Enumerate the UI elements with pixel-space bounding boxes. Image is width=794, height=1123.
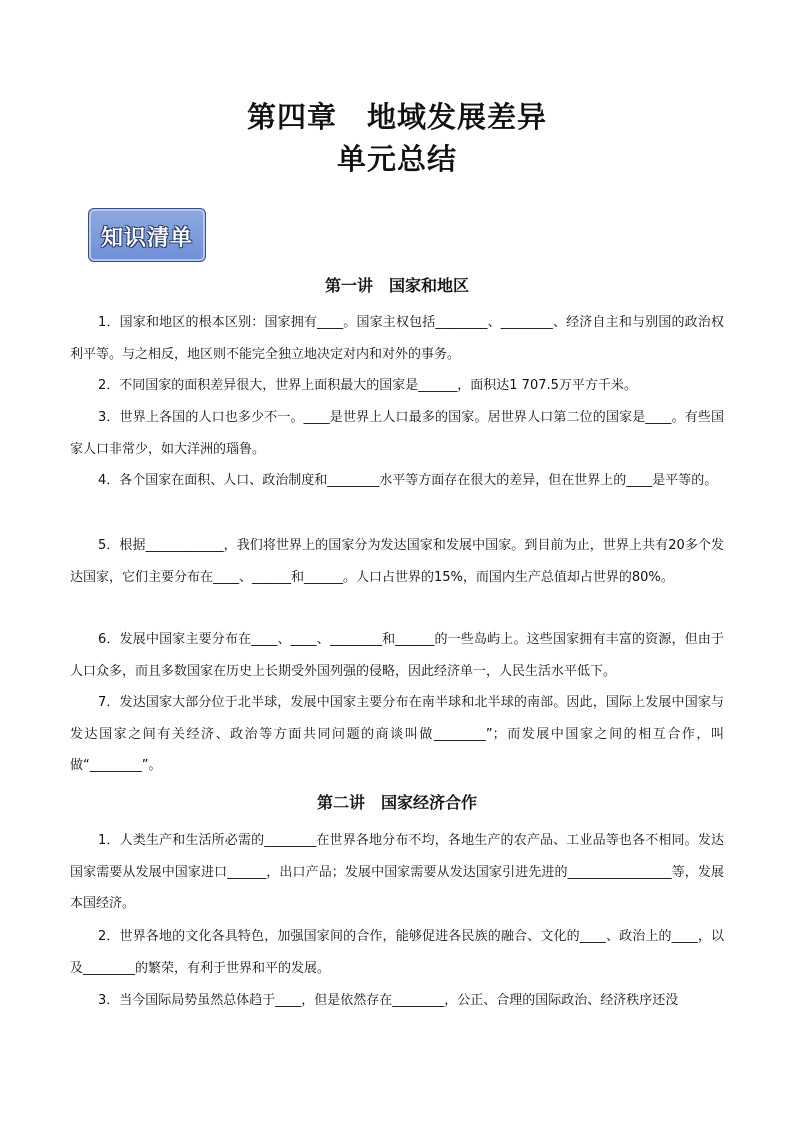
paragraph: 7．发达国家大部分位于北半球，发展中国家主要分布在南半球和北半球的南部。因此，国际上发展中国家与发达国家之间有关经济、政治等方面共同问题的商谈叫做________”；而发展中国家之间的相互合作，叫做“________”。: [70, 695, 724, 773]
paragraph: 3．当今国际局势虽然总体趋于____，但是依然存在________，公正、合理的国际政治、经济秩序还没: [98, 993, 679, 1008]
paragraph: 2．世界各地的文化各具特色，加强国家间的合作，能够促进各民族的融合、文化的____、政治上的____，以及________的繁荣，有利于世界和平的发展。: [70, 929, 724, 976]
section-heading-2: 第二讲 国家经济合作: [316, 793, 477, 812]
knowledge-list-badge: [88, 208, 206, 262]
section-heading-1: 第一讲 国家和地区: [324, 276, 469, 295]
chapter-subtitle: 单元总结: [336, 142, 457, 176]
paragraph: 1．国家和地区的根本区别：国家拥有____。国家主权包括________、________、经济自主和与别国的政治权利平等。与之相反，地区则不能完全独立地决定对内和对外的事务。: [70, 315, 724, 362]
chapter-title: 第四章 地域发展差异: [246, 100, 547, 134]
paragraph: 3．世界上各国的人口也多少不一。____是世界上人口最多的国家。居世界人口第二位的国家是____。有些国家人口非常少，如大洋洲的瑙鲁。: [70, 410, 724, 457]
paragraph: 4．各个国家在面积、人口、政治制度和________水平等方面存在很大的差异，但在世界上的____是平等的。: [98, 473, 718, 488]
paragraph: 6．发展中国家主要分布在____、____、________和______的一些岛屿上。这些国家拥有丰富的资源，但由于人口众多，而且多数国家在历史上长期受外国列强的侵略，因此经济单一，人民生活水平低下。: [70, 632, 724, 679]
paragraph: 5．根据____________，我们将世界上的国家分为发达国家和发展中国家。到目前为止，世界上共有20多个发达国家，它们主要分布在____、______和______。人口占世界的15%，而国内生产总值却占世界的80%。: [70, 538, 724, 585]
paragraph: 2．不同国家的面积差异很大，世界上面积最大的国家是______，面积达1 707.5万平方千米。: [98, 378, 637, 393]
paragraph: 1．人类生产和生活所必需的________在世界各地分布不均，各地生产的农产品、工业品等也各不相同。发达国家需要从发展中国家进口______，出口产品；发展中国家需要从发达国家引进先进的________________等，发展本国经济。: [70, 833, 724, 911]
badge-label: 知识清单: [100, 225, 193, 251]
